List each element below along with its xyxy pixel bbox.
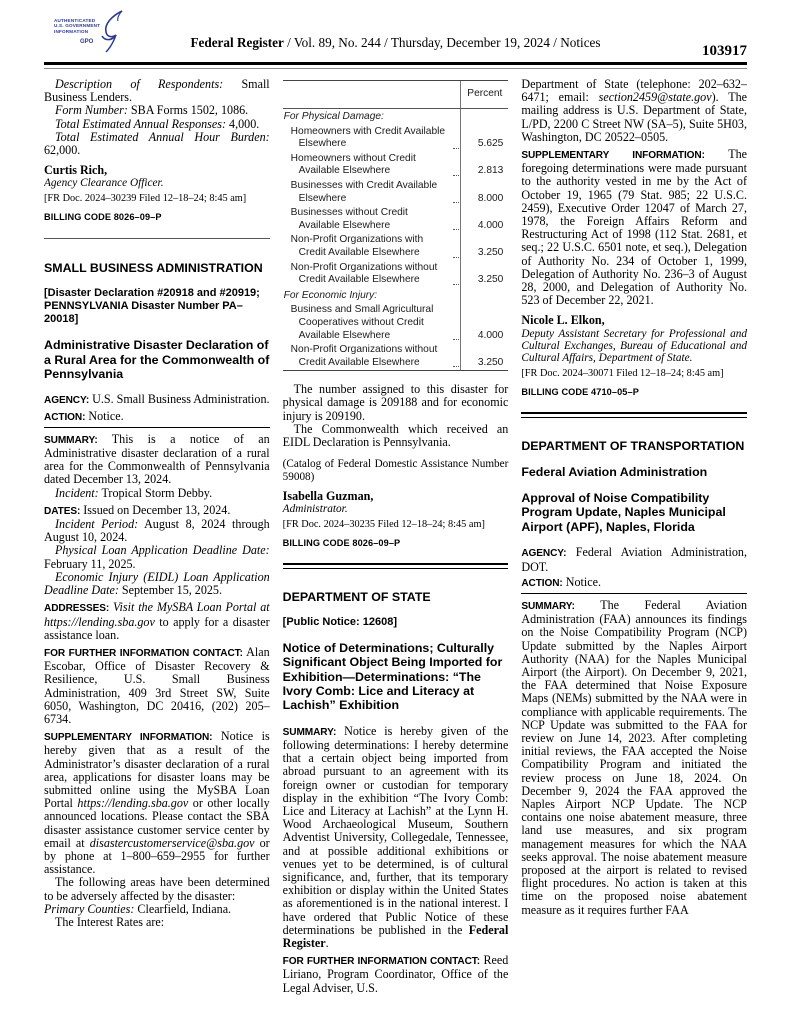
summary-paragraph bbox=[44, 433, 270, 487]
contact-text: Reed Liriano, Program Coordinator, Office of the Legal Adviser, U.S. bbox=[282, 953, 509, 995]
paragraph: The Commonwealth which received an EIDL Declaration is Pennsylvania. bbox=[282, 421, 509, 450]
summary-label: SUMMARY: bbox=[521, 600, 575, 612]
masthead-rule bbox=[44, 62, 747, 69]
table-header-empty bbox=[283, 81, 461, 109]
table-value-cell: 3.250 bbox=[460, 233, 508, 260]
contact-paragraph bbox=[283, 954, 509, 995]
dot-leader bbox=[453, 284, 459, 285]
table-value-cell: 3.250 bbox=[460, 343, 508, 370]
table-value-cell: 2.813 bbox=[460, 152, 508, 179]
signer-name: Isabella Guzman, bbox=[282, 489, 374, 504]
subject-heading: Administrative Disaster Declaration of a Rural Area for the Commonwealth of Pennsylvania bbox=[44, 338, 270, 382]
summary-text: This is a notice of an Administrative disaster declaration of a rural area for the Commonwealth of Pennsylvania dated December 13, 2024. bbox=[44, 431, 270, 487]
masthead-line bbox=[44, 36, 747, 49]
supplementary-text: Notice is hereby given that as a result of the Administrator’s disaster declaration of a rural area, applications for disaster loans may be submitted online using the MySBA Loan Portal bbox=[44, 729, 270, 811]
interest-rate-table bbox=[283, 80, 509, 371]
subject-heading: Notice of Determinations; Culturally Significant Object Being Imported for Exhibition—Determinations: “The Ivory Comb: Lice and Literacy at Lachish” Exhibition bbox=[282, 640, 503, 713]
three-column-body bbox=[44, 78, 747, 1024]
table-row-label: Business and Small Agricultural Cooperatives without Credit Available Elsewhere bbox=[290, 304, 434, 341]
subject-heading: Approval of Noise Compatibility Program Update, Naples Municipal Airport (APF), Naples, Florida bbox=[521, 491, 726, 534]
email-italic: section2459@state.gov bbox=[598, 90, 712, 105]
fr-doc-line: [FR Doc. 2024–30235 Filed 12–18–24; 8:45 am] bbox=[282, 518, 485, 530]
gpo-logo-gpo: GPO bbox=[80, 39, 94, 45]
column-2 bbox=[283, 78, 509, 1024]
catalog-note: (Catalog of Federal Domestic Assistance Number 59008) bbox=[282, 458, 509, 483]
contact-label: FOR FURTHER INFORMATION CONTACT: bbox=[282, 956, 481, 968]
table-row-label: Homeowners with Credit Available Elsewhere bbox=[290, 125, 446, 150]
dot-leader bbox=[453, 148, 459, 149]
paragraph bbox=[44, 544, 270, 570]
paragraph-text: 4,000. bbox=[226, 116, 260, 131]
table-row bbox=[283, 206, 461, 233]
table-group-row: For Physical Damage: bbox=[283, 111, 384, 122]
action-label: ACTION: bbox=[44, 411, 86, 423]
italic-lead: Primary Counties: bbox=[44, 901, 135, 916]
signer-name: Curtis Rich, bbox=[44, 163, 108, 178]
counties-paragraph bbox=[44, 903, 270, 916]
contact-paragraph bbox=[44, 646, 270, 726]
gpo-logo-line: AUTHENTICATED bbox=[54, 18, 96, 23]
gpo-logo-line: U.S. GOVERNMENT bbox=[54, 23, 101, 29]
email-italic: disastercustomerservice@sba.gov bbox=[89, 835, 255, 850]
table-value-cell: 3.250 bbox=[460, 261, 508, 288]
paragraph bbox=[44, 571, 270, 597]
paragraph: The number assigned to this disaster for physical damage is 209188 and for economic injury is 209190. bbox=[282, 382, 509, 423]
signer-title: Agency Clearance Officer. bbox=[44, 177, 164, 190]
italic-lead: Economic Injury (EIDL) Loan Application Deadline Date: bbox=[44, 569, 270, 598]
gpo-logo-line: INFORMATION bbox=[54, 28, 89, 34]
dot-leader bbox=[453, 339, 459, 340]
agency-line bbox=[521, 546, 747, 573]
dates-label: DATES: bbox=[44, 505, 81, 517]
column-1 bbox=[44, 78, 270, 1024]
paragraph bbox=[44, 78, 270, 104]
url-italic: https://lending.sba.gov bbox=[77, 796, 189, 811]
paragraph-text: February 11, 2025. bbox=[44, 556, 136, 571]
fr-doc-line: [FR Doc. 2024–30239 Filed 12–18–24; 8:45 am] bbox=[44, 192, 247, 204]
supplementary-text: or by phone at 1–800–659–2955 for further assistance. bbox=[44, 835, 270, 877]
paragraph bbox=[44, 518, 270, 544]
supplementary-label: SUPPLEMENTARY INFORMATION: bbox=[44, 732, 213, 744]
table-row bbox=[283, 125, 461, 152]
contact-label: FOR FURTHER INFORMATION CONTACT: bbox=[44, 647, 243, 659]
agency-text: U.S. Small Business Administration. bbox=[89, 392, 270, 407]
supplementary-label: SUPPLEMENTARY INFORMATION: bbox=[521, 150, 705, 162]
table-value-cell bbox=[460, 109, 508, 125]
contact-text: Alan Escobar, Office of Disaster Recovery & Resilience, U.S. Small Business Administration, 409 3rd Street SW, Suite 6050, Washington, DC 20416, (202) 205–6734. bbox=[44, 644, 270, 726]
table-row bbox=[283, 261, 461, 288]
paragraph-text: September 15, 2025. bbox=[118, 583, 223, 598]
table-row-label: Businesses without Credit Available Elsewhere bbox=[290, 207, 408, 231]
agency-heading: DEPARTMENT OF STATE bbox=[282, 589, 431, 604]
dot-leader bbox=[453, 202, 459, 203]
agency-text: Federal Aviation Administration, DOT. bbox=[521, 545, 747, 574]
table-row-label: Businesses with Credit Available Elsewhere bbox=[290, 179, 438, 204]
agency-separator bbox=[283, 563, 509, 569]
table-row bbox=[283, 179, 461, 206]
table-row-label: Homeowners without Credit Available Elsewhere bbox=[290, 152, 416, 177]
fr-doc-line: [FR Doc. 2024–30071 Filed 12–18–24; 8:45 am] bbox=[521, 367, 724, 379]
action-rule bbox=[44, 427, 270, 428]
billing-code: BILLING CODE 4710–05–P bbox=[521, 386, 639, 397]
paragraph bbox=[44, 131, 270, 157]
italic-lead: Physical Loan Application Deadline Date: bbox=[55, 543, 270, 558]
supplementary-paragraph bbox=[521, 148, 747, 307]
table-header-percent: Percent bbox=[460, 81, 508, 109]
table-value-cell: 4.000 bbox=[460, 303, 508, 343]
table-row-label: Non-Profit Organizations without Credit Available Elsewhere bbox=[290, 344, 438, 368]
summary-text: The Federal Aviation Administration (FAA) announces its findings on the Noise Compatibility Program (NCP) Update submitted by the Naples Airport Authority (NAA) for the Naples Municipal Airport (the Airport). On December 9, 2021, the FAA determined that Noise Exposure Maps (NEMs) submitted by the NAA were in compliance with applicable requirements. The NCP Update was submitted to the FAA for review on June 14, 2023. After completing initial reviews, the FAA accepted the Noise Compatibility Program and initiated the review process on June 18, 2024. On December 9, 2024 the FAA approved the Naples Airport NCP Update. The NCP contains one noise abatement measure, three land use measures, and six program management measures for which the NAA seeks approval. The noise abatement measure proposed at the airport is related to revised flight procedures. No action is taken at this time on the proposed noise abatement measure as it requires further FAA bbox=[521, 597, 747, 917]
action-text: Notice. bbox=[85, 408, 124, 423]
paragraph bbox=[44, 487, 270, 500]
table-value-cell bbox=[460, 288, 508, 304]
federal-register-bold: Federal Register bbox=[282, 922, 509, 950]
issue-info: / Vol. 89, No. 244 / Thursday, December 19, 2024 / Notices bbox=[283, 35, 601, 50]
action-line bbox=[521, 576, 747, 590]
signer-name: Nicole L. Elkon, bbox=[521, 313, 605, 328]
summary-label: SUMMARY: bbox=[282, 726, 337, 738]
supplementary-text: The foregoing determinations were made pursuant to the authority vested in me by the Act of October 19, 1965 (79 Stat. 985; 22 U.S.C. 2459), Executive Order 12047 of March 27, 1978, the Foreign Affairs Reform and Restructuring Act of 1998 (112 Stat. 2681, et seq.; 22 U.S.C. 6501 note, et seq.), Delegation of Authority No. 234 of October 1, 1999, Delegation of Authority No. 236–3 of August 28, 2000, and Delegation of Authority No. 523 of December 22, 2021. bbox=[521, 147, 747, 308]
paragraph bbox=[521, 78, 747, 144]
supplementary-text: or other locally announced locations. Please contact the SBA disaster assistance customer service center by email at bbox=[44, 796, 270, 850]
agency-line bbox=[44, 393, 270, 407]
table-value-cell: 5.625 bbox=[460, 125, 508, 152]
agency-heading: DEPARTMENT OF TRANSPORTATION bbox=[521, 438, 745, 453]
paragraph: The Interest Rates are: bbox=[55, 914, 165, 929]
table-value-cell: 8.000 bbox=[460, 179, 508, 206]
paragraph-text: Small Business Lenders. bbox=[44, 78, 270, 105]
summary-text: Notice is hereby given of the following determinations: I hereby determine that a certain object being imported from abroad pursuant to an agreement with its foreign owner or custodian for temporary display in the exhibition “The Ivory Comb: Lice and Literacy at Lachish” at the Lynn H. Wood Archaeological Museum, Southern Adventist University, Collegedale, Tennessee, and at possible additional exhibitions or venues yet to be determined, is of cultural significance, and, further, that its temporary exhibition or display within the United States as aforementioned is in the national interest. I have ordered that Public Notice of these determinations be published in the bbox=[282, 723, 509, 937]
sub-agency-heading: Federal Aviation Administration bbox=[521, 464, 708, 479]
paragraph-text: Tropical Storm Debby. bbox=[98, 485, 213, 500]
paragraph-text: August 8, 2024 through August 10, 2024. bbox=[44, 517, 270, 545]
docket-line: [Public Notice: 12608] bbox=[282, 615, 397, 628]
addresses-paragraph bbox=[44, 601, 270, 642]
agency-label: AGENCY: bbox=[521, 548, 567, 560]
paragraph-text: SBA Forms 1502, 1086. bbox=[127, 103, 249, 118]
agency-separator bbox=[521, 412, 747, 418]
table-row-label: Non-Profit Organizations with Credit Available Elsewhere bbox=[290, 234, 424, 258]
italic-lead: Incident: bbox=[55, 485, 99, 500]
italic-lead: Form Number: bbox=[55, 103, 128, 118]
dot-leader bbox=[453, 257, 459, 258]
journal-title: Federal Register bbox=[190, 35, 284, 50]
agency-heading: SMALL BUSINESS ADMINISTRATION bbox=[44, 261, 263, 276]
table-row bbox=[283, 152, 461, 179]
italic-lead: Description of Respondents: bbox=[55, 78, 224, 91]
dot-leader bbox=[453, 175, 459, 176]
summary-text: . bbox=[325, 936, 329, 950]
signer-title: Deputy Assistant Secretary for Professional and Cultural Exchanges, Bureau of Educational and Cultural Affairs, Department of State. bbox=[521, 327, 747, 365]
action-line bbox=[44, 410, 270, 424]
italic-lead: Total Estimated Annual Hour Burden: bbox=[55, 129, 270, 144]
dates-text: Issued on December 13, 2024. bbox=[80, 502, 231, 517]
summary-label: SUMMARY: bbox=[44, 434, 98, 446]
paragraph: The following areas have been determined to be adversely affected by the disaster: bbox=[44, 875, 270, 903]
paragraph-text: Department of State (telephone: 202–632–6471; email: bbox=[521, 78, 747, 105]
summary-paragraph bbox=[521, 599, 747, 917]
paragraph-text: ). The mailing address is U.S. Department of State, L/PD, 2200 C Street NW (SA–5), Suite 5H03, Washington, DC 20522–0505. bbox=[521, 90, 747, 144]
agency-label: AGENCY: bbox=[44, 395, 90, 407]
table-row-label: Non-Profit Organizations without Credit Available Elsewhere bbox=[290, 261, 438, 286]
column-3 bbox=[521, 78, 747, 1024]
table-group-row: For Economic Injury: bbox=[283, 289, 378, 301]
billing-code: BILLING CODE 8026–09–P bbox=[44, 211, 162, 222]
summary-paragraph bbox=[283, 725, 509, 950]
dot-leader bbox=[453, 229, 459, 230]
table-row bbox=[283, 233, 461, 260]
masthead bbox=[44, 0, 747, 58]
addresses-label: ADDRESSES: bbox=[44, 603, 110, 615]
action-rule bbox=[521, 593, 747, 594]
italic-lead: Incident Period: bbox=[55, 517, 139, 532]
table-row bbox=[283, 303, 461, 343]
addresses-italic: Visit the MySBA Loan Portal at https://lending.sba.gov bbox=[44, 600, 270, 629]
docket-line: [Disaster Declaration #20918 and #20919; PENNSYLVANIA Disaster Number PA–20018] bbox=[44, 287, 260, 326]
addresses-text: to apply for a disaster assistance loan. bbox=[44, 614, 270, 642]
paragraph-text: 62,000. bbox=[44, 143, 81, 158]
dot-leader bbox=[453, 366, 459, 367]
billing-code: BILLING CODE 8026–09–P bbox=[282, 537, 401, 548]
action-label: ACTION: bbox=[521, 577, 563, 589]
table-value-cell: 4.000 bbox=[460, 206, 508, 233]
supplementary-paragraph bbox=[44, 730, 270, 876]
article-separator bbox=[44, 238, 270, 239]
page-number: 103917 bbox=[702, 42, 747, 59]
italic-lead: Total Estimated Annual Responses: bbox=[55, 116, 226, 131]
paragraph-text: Clearfield, Indiana. bbox=[134, 901, 232, 916]
dates-paragraph bbox=[44, 504, 270, 518]
table-row bbox=[283, 343, 461, 370]
signer-title: Administrator. bbox=[282, 503, 348, 516]
action-text: Notice. bbox=[562, 574, 601, 589]
